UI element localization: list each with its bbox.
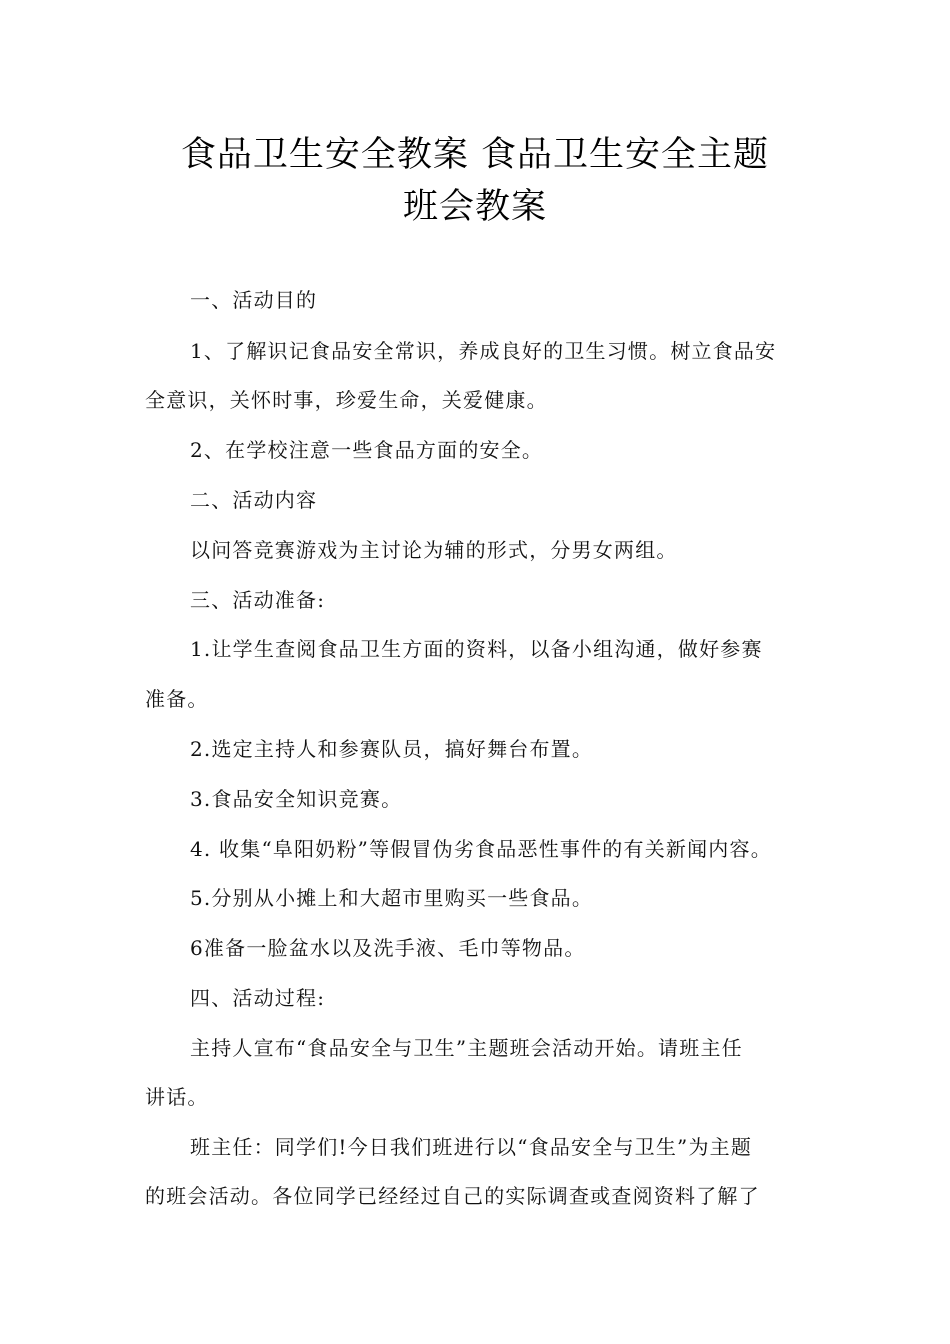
- paragraph-line: 全意识，关怀时事，珍爱生命，关爱健康。: [145, 388, 548, 412]
- paragraph-line: 6准备一脸盆水以及洗手液、毛巾等物品。: [190, 936, 586, 960]
- document-title-line-2: 班会教案: [402, 187, 547, 227]
- paragraph-line: 5.分别从小摊上和大超市里购买一些食品。: [190, 886, 594, 910]
- paragraph-line: 2、在学校注意一些食品方面的安全。: [190, 438, 544, 462]
- paragraph-line: 主持人宣布“食品安全与卫生”主题班会活动开始。请班主任: [190, 1036, 743, 1060]
- section-heading-preparation: 三、活动准备:: [190, 588, 326, 612]
- paragraph-line: 讲话。: [145, 1085, 209, 1109]
- section-heading-purpose: 一、活动目的: [190, 288, 318, 312]
- section-heading-process: 四、活动过程:: [190, 986, 326, 1010]
- document-title-line-1: 食品卫生安全教案 食品卫生安全主题: [180, 135, 770, 175]
- paragraph-line: 班主任：同学们!今日我们班进行以“食品安全与卫生”为主题: [190, 1135, 753, 1159]
- paragraph-line: 准备。: [145, 687, 209, 711]
- paragraph-line: 的班会活动。各位同学已经经过自己的实际调查或查阅资料了解了: [145, 1184, 760, 1208]
- paragraph-line: 3.食品安全知识竞赛。: [190, 787, 403, 811]
- paragraph-line: 2.选定主持人和参赛队员，搞好舞台布置。: [190, 737, 594, 761]
- paragraph-line: 1、了解识记食品安全常识，养成良好的卫生习惯。树立食品安: [190, 339, 777, 363]
- paragraph-line: 1.让学生查阅食品卫生方面的资料，以备小组沟通，做好参赛: [190, 637, 763, 661]
- paragraph-line: 4. 收集“阜阳奶粉”等假冒伪劣食品恶性事件的有关新闻内容。: [190, 837, 772, 861]
- section-heading-content: 二、活动内容: [190, 488, 318, 512]
- paragraph-line: 以问答竞赛游戏为主讨论为辅的形式，分男女两组。: [190, 538, 678, 562]
